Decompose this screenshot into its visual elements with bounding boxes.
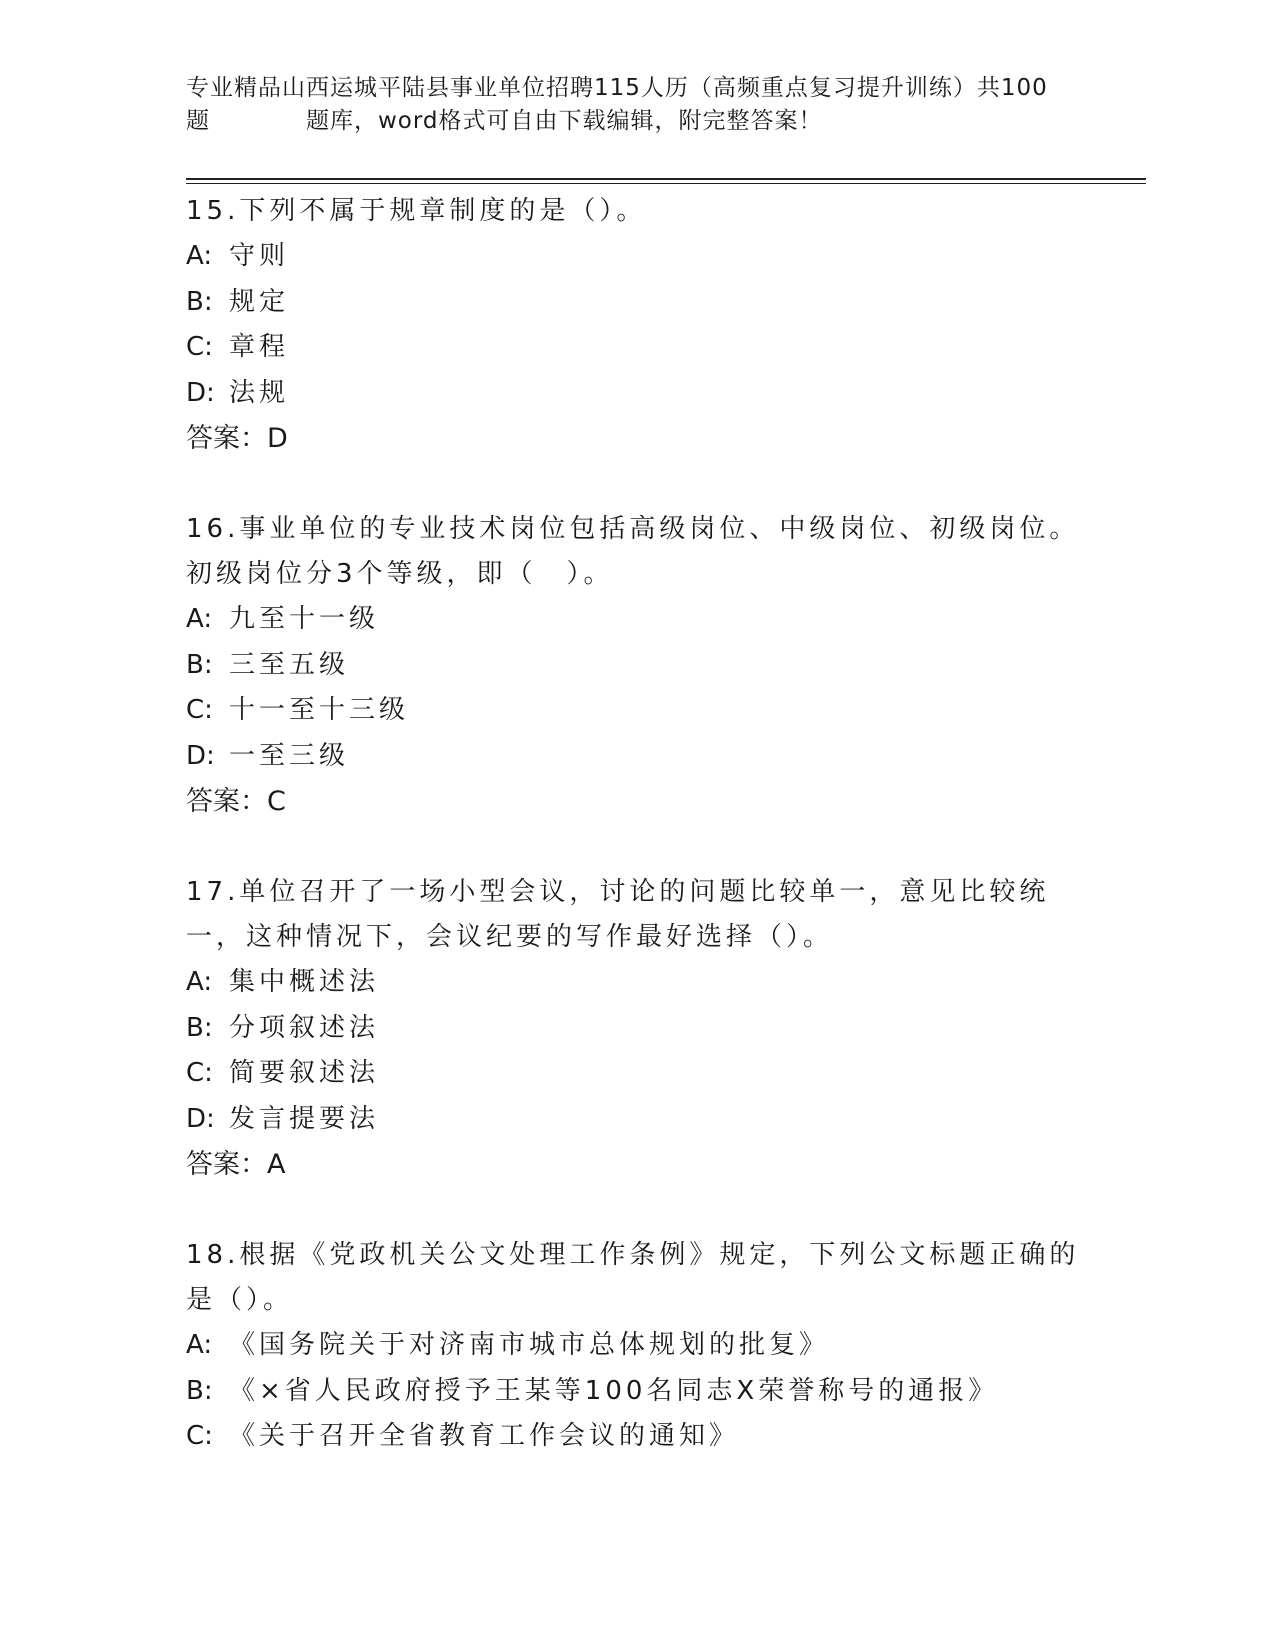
option-letter: A: bbox=[186, 1330, 213, 1360]
option-text: 《国务院关于对济南市城市总体规划的批复》 bbox=[229, 1330, 830, 1360]
header-divider-thin bbox=[186, 183, 1146, 184]
option-text: 《关于召开全省教育工作会议的通知》 bbox=[229, 1421, 740, 1451]
option-c bbox=[186, 688, 1086, 734]
option-letter: B: bbox=[186, 649, 213, 680]
option-letter: D: bbox=[186, 377, 215, 408]
answer-line: 答案：D bbox=[186, 423, 288, 454]
option-text: 九至十一级 bbox=[229, 604, 380, 634]
option-text: 一至三级 bbox=[229, 740, 350, 771]
question-stem: 18.根据《党政机关公文处理工作条例》规定，下列公文标题正确的是（）。 bbox=[186, 1240, 1080, 1315]
question-stem: 17.单位召开了一场小型会议，讨论的问题比较单一，意见比较统一，这种情况下，会议纪要的写作最好选择（）。 bbox=[186, 877, 1050, 952]
option-c bbox=[186, 1051, 1086, 1097]
option-letter: D: bbox=[186, 1103, 215, 1134]
option-c bbox=[186, 1414, 1086, 1460]
question-stem: 15.下列不属于规章制度的是（）。 bbox=[186, 196, 647, 226]
option-d bbox=[186, 1097, 1086, 1143]
document-header bbox=[186, 72, 1086, 138]
option-b bbox=[186, 280, 1086, 326]
option-text: 守则 bbox=[229, 241, 290, 271]
option-a bbox=[186, 234, 1086, 280]
header-title-line-1: 专业精品山西运城平陆县事业单位招聘115人历（高频重点复习提升训练）共100 bbox=[186, 75, 1048, 101]
question-stem: 16.事业单位的专业技术岗位包括高级岗位、中级岗位、初级岗位。初级岗位分3个等级，即（ ）。 bbox=[186, 514, 1080, 589]
option-text: 《×省人民政府授予王某等100名同志X荣誉称号的通报》 bbox=[229, 1375, 999, 1406]
option-letter: B: bbox=[186, 286, 213, 317]
header-divider-thick bbox=[186, 178, 1146, 180]
option-text: 分项叙述法 bbox=[229, 1012, 380, 1043]
option-text: 简要叙述法 bbox=[229, 1058, 380, 1088]
option-letter: B: bbox=[186, 1012, 213, 1043]
option-letter: C: bbox=[186, 695, 213, 725]
option-text: 十一至十三级 bbox=[229, 695, 410, 725]
header-title-line-2 bbox=[186, 105, 1086, 138]
option-c bbox=[186, 325, 1086, 371]
option-d bbox=[186, 371, 1086, 417]
answer-line: 答案：A bbox=[186, 1149, 286, 1180]
question-list bbox=[186, 189, 1086, 1505]
option-text: 章程 bbox=[229, 332, 290, 362]
option-text: 发言提要法 bbox=[229, 1103, 380, 1134]
option-letter: B: bbox=[186, 1375, 213, 1406]
option-text: 三至五级 bbox=[229, 649, 350, 680]
option-a bbox=[186, 1323, 1086, 1369]
option-text: 规定 bbox=[229, 286, 290, 317]
option-text: 集中概述法 bbox=[229, 967, 380, 997]
option-letter: C: bbox=[186, 1058, 213, 1088]
option-a bbox=[186, 597, 1086, 643]
question-16 bbox=[186, 507, 1086, 825]
option-text: 法规 bbox=[229, 377, 290, 408]
header-line-2-right: 题库，word格式可自由下载编辑，附完整答案！ bbox=[306, 108, 823, 134]
question-17 bbox=[186, 870, 1086, 1188]
option-a bbox=[186, 960, 1086, 1006]
option-b bbox=[186, 643, 1086, 689]
option-letter: C: bbox=[186, 332, 213, 362]
option-letter: C: bbox=[186, 1421, 213, 1451]
option-letter: A: bbox=[186, 967, 213, 997]
question-15 bbox=[186, 189, 1086, 462]
option-letter: A: bbox=[186, 241, 213, 271]
option-letter: D: bbox=[186, 740, 215, 771]
header-line-2-left: 题 bbox=[186, 108, 210, 134]
answer-line: 答案：C bbox=[186, 786, 286, 817]
option-b bbox=[186, 1369, 1086, 1415]
option-letter: A: bbox=[186, 604, 213, 634]
option-b bbox=[186, 1006, 1086, 1052]
option-d bbox=[186, 734, 1086, 780]
question-18 bbox=[186, 1233, 1086, 1460]
